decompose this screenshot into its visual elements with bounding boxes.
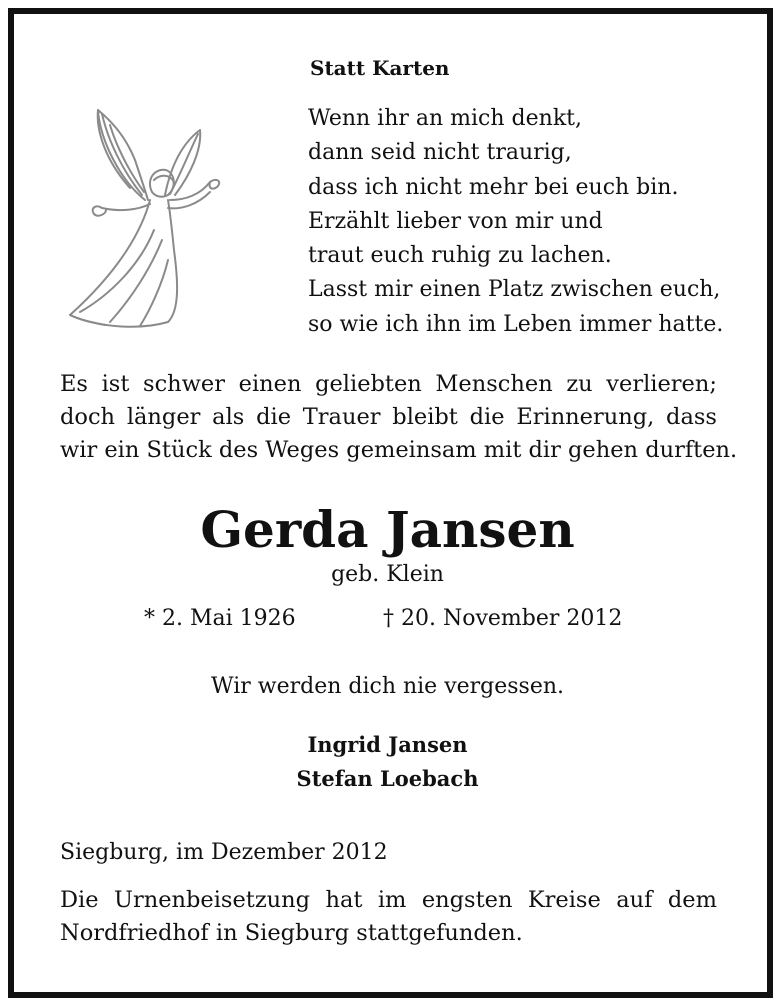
word: bleibt bbox=[392, 404, 458, 430]
word: einen bbox=[238, 371, 302, 397]
word: dass bbox=[666, 404, 717, 430]
poem-line: so wie ich ihn im Leben immer hatte. bbox=[308, 311, 724, 337]
word: engsten bbox=[421, 887, 513, 913]
quote-paragraph bbox=[60, 368, 738, 467]
word: länger bbox=[126, 404, 201, 430]
statt-karten-heading: Statt Karten bbox=[310, 56, 450, 80]
maiden-name: geb. Klein bbox=[331, 562, 444, 587]
word: ist bbox=[101, 371, 130, 397]
word: die bbox=[256, 404, 292, 430]
word: die bbox=[469, 404, 505, 430]
word: zu bbox=[566, 371, 593, 397]
word: Es bbox=[60, 371, 88, 397]
word: auf bbox=[616, 887, 653, 913]
birth-date: * 2. Mai 1926 bbox=[144, 606, 296, 631]
word: doch bbox=[60, 404, 116, 430]
quote-line: wir ein Stück des Weges gemeinsam mit dir gehen durften. bbox=[60, 437, 738, 463]
burial-line bbox=[60, 884, 717, 917]
angel-drawing-icon bbox=[50, 100, 230, 340]
word: Menschen bbox=[435, 371, 553, 397]
poem-line: dann seid nicht traurig, bbox=[308, 140, 572, 166]
deceased-name: Gerda Jansen bbox=[200, 500, 575, 559]
poem-line: Lasst mir einen Platz zwischen euch, bbox=[308, 277, 721, 303]
word: Trauer bbox=[302, 404, 381, 430]
poem-line: traut euch ruhig zu lachen. bbox=[308, 243, 612, 269]
word: hat bbox=[325, 887, 363, 913]
poem-line: Erzählt lieber von mir und bbox=[308, 208, 603, 234]
word: dem bbox=[667, 887, 717, 913]
quote-line bbox=[60, 401, 717, 434]
word: Die bbox=[60, 887, 99, 913]
death-date: † 20. November 2012 bbox=[383, 606, 623, 631]
signature-name: Stefan Loebach bbox=[296, 766, 479, 791]
signature-name: Ingrid Jansen bbox=[307, 732, 468, 757]
quote-line bbox=[60, 368, 717, 401]
word: als bbox=[212, 404, 245, 430]
word: im bbox=[377, 887, 407, 913]
poem bbox=[308, 102, 723, 342]
place-date: Siegburg, im Dezember 2012 bbox=[60, 840, 388, 865]
poem-line: Wenn ihr an mich denkt, bbox=[308, 106, 582, 131]
word: verlieren; bbox=[606, 371, 717, 397]
word: geliebten bbox=[315, 371, 422, 397]
word: Urnenbeisetzung bbox=[113, 887, 311, 913]
word: schwer bbox=[143, 371, 226, 397]
word: Erinnerung, bbox=[516, 404, 655, 430]
word: Kreise bbox=[527, 887, 601, 913]
poem-line: dass ich nicht mehr bei euch bin. bbox=[308, 174, 679, 200]
burial-notice bbox=[60, 884, 717, 950]
burial-line: Nordfriedhof in Siegburg stattgefunden. bbox=[60, 920, 523, 946]
farewell-line: Wir werden dich nie vergessen. bbox=[210, 674, 565, 699]
